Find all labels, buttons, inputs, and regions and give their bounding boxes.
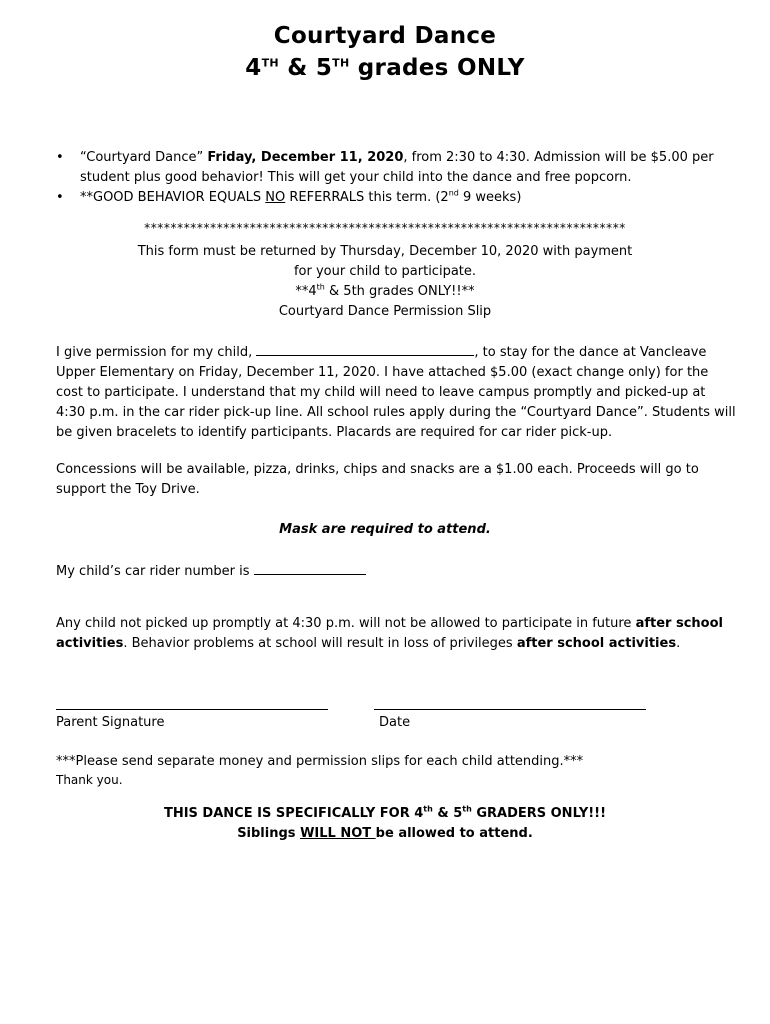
bullet-2-sup: nd bbox=[448, 188, 459, 198]
car-rider-label: My child’s car rider number is bbox=[56, 564, 254, 579]
return-notice-line-2: for your child to participate. bbox=[293, 264, 477, 279]
footer-1-post: GRADERS ONLY!!! bbox=[471, 806, 607, 821]
bullet-item-behavior bbox=[56, 188, 716, 208]
parent-signature-label: Parent Signature bbox=[56, 715, 165, 730]
thank-you-note: Thank you. bbox=[56, 773, 123, 787]
subtitle-sup-2: TH bbox=[332, 56, 350, 70]
footer-1-pre: THIS DANCE IS SPECIFICALLY FOR 4 bbox=[163, 806, 424, 821]
bullet-1-post: , from 2:30 to 4:30. Admission will be $5.00 per student plus good behavior! This will get your child into the dance and free popcorn. bbox=[80, 150, 714, 185]
bullet-2-post: 9 weeks) bbox=[458, 190, 522, 205]
subtitle-sup-1: TH bbox=[261, 56, 279, 70]
grades-only-sup: th bbox=[316, 282, 325, 292]
footer-1-mid: & 5 bbox=[432, 806, 463, 821]
mask-required-notice: Mask are required to attend. bbox=[279, 522, 491, 537]
page-subtitle bbox=[0, 55, 770, 81]
car-rider-number-field[interactable] bbox=[254, 560, 366, 575]
permission-slip-heading: Courtyard Dance Permission Slip bbox=[278, 304, 492, 319]
grades-only-pre: **4 bbox=[295, 284, 317, 299]
page-title bbox=[0, 23, 770, 49]
permission-paragraph bbox=[56, 341, 736, 443]
bullet-item-dance-date bbox=[56, 148, 716, 188]
footer-line-2 bbox=[0, 824, 770, 844]
parent-signature-line[interactable] bbox=[56, 709, 328, 710]
pickup-post: . bbox=[676, 636, 681, 651]
subtitle-grades-only: grades ONLY bbox=[357, 55, 525, 81]
footer-line-1 bbox=[0, 804, 770, 824]
date-label: Date bbox=[379, 715, 411, 730]
pickup-bold-2: after school activities bbox=[516, 636, 677, 651]
separator-line: ************************************************************************* bbox=[144, 221, 626, 235]
bullet-2-no: NO bbox=[265, 190, 286, 205]
footer-2-post: be allowed to attend. bbox=[375, 826, 533, 841]
subtitle-grade-5: & 5 bbox=[287, 55, 333, 81]
concessions-paragraph: Concessions will be available, pizza, drinks, chips and snacks are a $1.00 each. Proceeds will go to support the Toy Drive. bbox=[56, 462, 699, 497]
subtitle-grade-4: 4 bbox=[245, 55, 262, 81]
pickup-pre: Any child not picked up promptly at 4:30 p.m. will not be allowed to participate in future bbox=[56, 616, 636, 631]
child-name-field[interactable] bbox=[256, 341, 474, 356]
bullet-2-mid: REFERRALS this term. (2 bbox=[285, 190, 449, 205]
footer-1-sup-2: th bbox=[462, 804, 472, 814]
footer-1-sup-1: th bbox=[423, 804, 433, 814]
car-rider-line bbox=[56, 560, 736, 582]
pickup-bold-1: after school activities bbox=[56, 616, 723, 651]
bullet-1-date: Friday, December 11, 2020 bbox=[207, 150, 404, 165]
pickup-paragraph bbox=[56, 614, 736, 654]
footer-2-will-not: WILL NOT bbox=[300, 826, 376, 841]
info-bullet-list bbox=[56, 148, 716, 208]
title-line-1: Courtyard Dance bbox=[273, 23, 497, 49]
separate-slips-note: ***Please send separate money and permission slips for each child attending.*** bbox=[56, 754, 584, 769]
permission-post: , to stay for the dance at Vancleave Upper Elementary on Friday, December 11, 2020. I have attached $5.00 (exact change only) for the cost to participate. I understand that my child will need to leave campus promptly and picked-up at 4:30 p.m. in the car rider pick-up line. All school rules apply during the “Courtyard Dance”. Students will be given bracelets to identify participants. Placards are required for car rider pick-up. bbox=[56, 345, 736, 440]
date-line[interactable] bbox=[374, 709, 646, 710]
grades-only-post: & 5th grades ONLY!!** bbox=[324, 284, 475, 299]
footer-2-pre: Siblings bbox=[237, 826, 301, 841]
bullet-1-pre: “Courtyard Dance” bbox=[80, 150, 208, 165]
return-notice-line-1: This form must be returned by Thursday, December 10, 2020 with payment bbox=[137, 244, 633, 259]
bullet-2-pre: **GOOD BEHAVIOR EQUALS bbox=[80, 190, 266, 205]
pickup-mid: . Behavior problems at school will result in loss of privileges bbox=[123, 636, 517, 651]
grades-only-notice bbox=[0, 282, 770, 302]
permission-pre: I give permission for my child, bbox=[56, 345, 257, 360]
